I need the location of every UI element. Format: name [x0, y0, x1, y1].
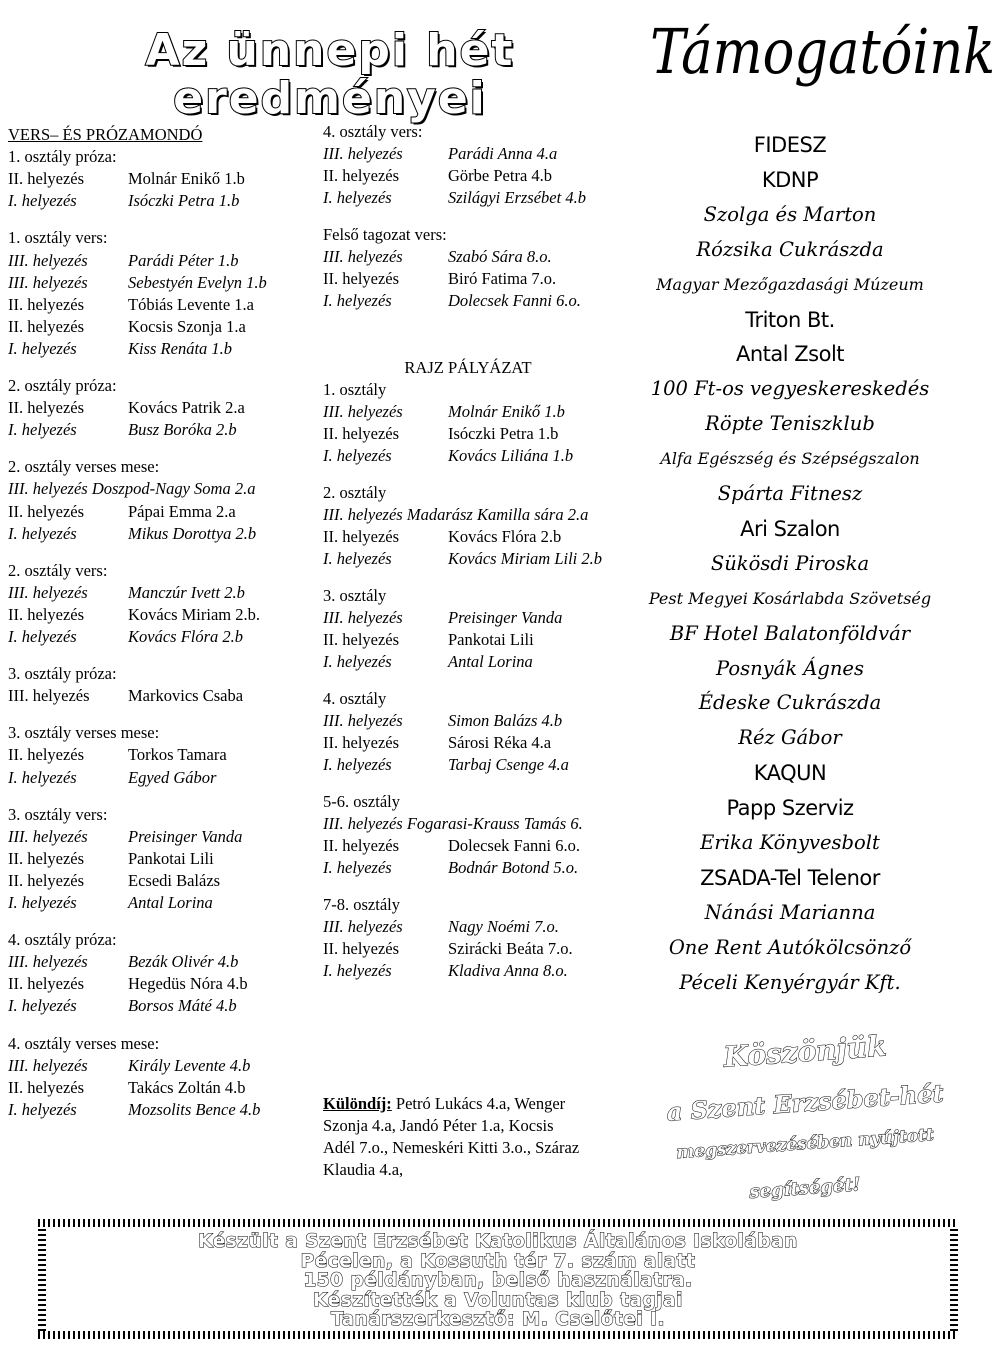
result-line [323, 122, 422, 142]
sponsor-name: Pest Megyei Kosárlabda Szövetség [648, 588, 932, 608]
result-line [323, 483, 386, 503]
placement-rank: II. helyezés [8, 870, 85, 890]
result-line [8, 848, 214, 869]
result-line [323, 836, 580, 856]
result-line [8, 627, 244, 647]
winner-name: Molnár Enikő 1.b [128, 169, 245, 189]
result-line [8, 664, 117, 684]
section-heading: VERS– ÉS PRÓZAMONDÓ [8, 125, 203, 144]
result-line [8, 420, 237, 440]
result-line [323, 549, 603, 569]
sponsor-name: Antal Zsolt [735, 342, 845, 367]
result-line [8, 169, 245, 189]
placement-rank: II. helyezés [8, 316, 85, 336]
placement-rank: II. helyezés [323, 269, 400, 288]
placement-rank: III. helyezés [8, 250, 88, 270]
sponsor-name: Péceli Kenyérgyár Kft. [679, 970, 901, 994]
special-prize-line: Klaudia 4.a, [323, 1160, 404, 1179]
result-line [323, 188, 586, 208]
winner-name: Kovács Liliána 1.b [448, 446, 574, 465]
result-line [323, 144, 558, 164]
result-full: III. helyezés Fogarasi-Krauss Tamás 6. [323, 814, 583, 833]
thanks-line: a Szent Erzsébet-hét [665, 1078, 945, 1127]
placement-rank: I. helyezés [8, 893, 77, 912]
section-heading: 2. osztály verses mese: [8, 457, 160, 477]
result-line [8, 930, 117, 950]
winner-name: Pankotai Lili [448, 630, 534, 649]
winner-name: Biró Fatima 7.o. [448, 269, 557, 288]
winner-name: Busz Boróka 2.b [128, 420, 237, 440]
result-full: III. helyezés Madarász Kamilla sára 2.a [323, 505, 589, 524]
special-prize-line: Szonja 4.a, Jandó Péter 1.a, Kocsis [323, 1116, 554, 1135]
result-line [323, 755, 569, 775]
placement-rank: II. helyezés [8, 974, 85, 994]
result-line [8, 893, 213, 913]
result-line [8, 523, 257, 544]
result-line [8, 398, 245, 418]
result-line [8, 767, 217, 788]
placement-rank: I. helyezés [8, 523, 77, 543]
placement-rank: I. helyezés [8, 338, 77, 358]
winner-name: Parádi Anna 4.a [448, 144, 558, 163]
result-line [323, 402, 565, 422]
winner-name: Kovács Flóra 2.b [128, 627, 244, 646]
winner-name: Molnár Enikő 1.b [448, 402, 565, 421]
section-heading: Felső tagozat vers: [323, 225, 447, 244]
placement-rank: I. helyezés [323, 188, 392, 207]
page-title-line1: Az ünnepi hét [145, 25, 515, 76]
placement-rank: II. helyezés [8, 1077, 85, 1097]
placement-rank: III. helyezés [8, 686, 90, 706]
winner-name: Ecsedi Balázs [128, 870, 221, 890]
result-line [323, 247, 552, 267]
sponsor-name: Szolga és Marton [703, 202, 877, 226]
result-line [8, 147, 117, 167]
imprint-line: Készítették a Voluntas klub tagjai [313, 1289, 683, 1311]
winner-name: Tarbaj Csenge 4.a [448, 755, 569, 774]
result-line [8, 191, 240, 211]
section-title: RAJZ PÁLYÁZAT [404, 358, 532, 377]
sponsor-name: Posnyák Ágnes [716, 656, 864, 680]
sponsor-name: Rózsika Cukrászda [696, 237, 884, 261]
result-line [323, 792, 400, 812]
result-line [8, 745, 227, 765]
result-line [323, 505, 588, 525]
thanks-line: segítségét! [748, 1174, 862, 1203]
winner-name: Pápai Emma 2.a [128, 501, 236, 521]
special-prize-line [323, 1094, 565, 1114]
winner-name: Kocsis Szonja 1.a [128, 316, 246, 336]
placement-rank: III. helyezés [8, 826, 88, 846]
winner-name: Kovács Patrik 2.a [128, 398, 245, 418]
placement-rank: I. helyezés [8, 420, 77, 440]
placement-rank: II. helyezés [323, 836, 400, 855]
sponsors-title: Támogatóink [650, 15, 995, 88]
sponsor-name: Papp Szerviz [726, 796, 854, 821]
section-heading: 1. osztály próza: [8, 147, 117, 167]
result-line [8, 1034, 159, 1054]
placement-rank: I. helyezés [8, 1099, 77, 1119]
placement-rank: III. helyezés [323, 402, 403, 421]
section-heading: 7-8. osztály [323, 895, 400, 914]
sponsor-name: ZSADA-Tel Telenor [700, 865, 880, 890]
result-line [8, 870, 221, 891]
result-line [323, 608, 563, 628]
result-line [8, 826, 243, 847]
sponsor-name: Réz Gábor [738, 726, 842, 750]
placement-rank: II. helyezés [323, 939, 400, 958]
placement-rank: II. helyezés [323, 733, 400, 752]
placement-rank: I. helyezés [323, 291, 392, 310]
winner-name: Király Levente 4.b [128, 1055, 251, 1075]
result-line [323, 939, 573, 959]
placement-rank: III. helyezés [8, 582, 88, 602]
winner-name: Mikus Dorottya 2.b [128, 523, 257, 543]
winner-name: Kovács Miriam 2.b. [128, 604, 260, 624]
result-line [323, 269, 557, 289]
sponsor-name: KAQUN [753, 761, 827, 786]
winner-name: Antal Lorina [128, 893, 213, 912]
result-line [323, 166, 553, 186]
result-line [8, 272, 267, 293]
winner-name: Kiss Renáta 1.b [128, 338, 233, 358]
result-line [323, 446, 574, 466]
placement-rank: I. helyezés [8, 996, 77, 1016]
result-line [8, 338, 233, 359]
result-line [8, 561, 107, 581]
banner-border-right [950, 1227, 958, 1331]
section-heading: 1. osztály [323, 380, 387, 399]
result-line [8, 457, 159, 477]
sponsor-name: BF Hotel Balatonföldvár [669, 621, 911, 645]
result-line [8, 501, 236, 522]
placement-rank: I. helyezés [8, 191, 77, 211]
result-line [8, 582, 245, 603]
result-line [323, 711, 563, 731]
result-line [8, 294, 254, 315]
sponsor-name: Sükösdi Piroska [710, 551, 870, 575]
winner-name: Sebestyén Evelyn 1.b [128, 272, 267, 292]
imprint-banner [38, 1219, 958, 1339]
result-line [323, 917, 559, 937]
result-line [323, 225, 447, 245]
placement-rank: I. helyezés [323, 755, 392, 774]
imprint-line: Pécelen, a Kossuth tér 7. szám alatt [300, 1250, 696, 1272]
result-line [323, 424, 559, 444]
sponsor-name: Magyar Mezőgazdasági Múzeum [656, 274, 924, 294]
result-line [8, 228, 107, 248]
result-line [8, 376, 117, 396]
winner-name: Görbe Petra 4.b [448, 166, 553, 185]
sponsor-name: Röpte Teniszklub [705, 412, 875, 436]
placement-rank: I. helyezés [323, 446, 392, 465]
sponsor-name: Ari Szalon [740, 516, 840, 541]
result-line [8, 250, 239, 271]
imprint-line: 150 példányban, belső használatra. [303, 1270, 693, 1292]
winner-name: Bodnár Botond 5.o. [448, 858, 579, 877]
result-full: III. helyezés Doszpod-Nagy Soma 2.a [8, 479, 256, 499]
banner-border-left [38, 1227, 46, 1331]
result-line [323, 586, 386, 606]
section-heading: 4. osztály [323, 689, 387, 708]
winner-name: Kovács Flóra 2.b [448, 527, 562, 546]
sponsor-name: FIDESZ [753, 133, 827, 157]
result-line [8, 723, 159, 743]
result-line [8, 316, 246, 337]
section-heading: 3. osztály [323, 586, 387, 605]
winner-name: Mozsolits Bence 4.b [128, 1099, 261, 1119]
winner-name: Szirácki Beáta 7.o. [448, 939, 573, 958]
result-line [323, 630, 534, 650]
result-line [8, 805, 107, 825]
banner-border-bottom [38, 1331, 958, 1339]
winner-name: Preisinger Vanda [448, 608, 563, 627]
placement-rank: III. helyezés [323, 144, 403, 163]
sponsor-name: Alfa Egészség és Szépségszalon [660, 449, 920, 469]
placement-rank: I. helyezés [8, 627, 77, 646]
placement-rank: II. helyezés [8, 745, 85, 765]
result-line [323, 291, 581, 311]
sponsor-name: Édeske Cukrászda [698, 691, 882, 715]
result-line [323, 961, 568, 981]
placement-rank: I. helyezés [323, 961, 392, 980]
section-heading: 3. osztály próza: [8, 664, 117, 684]
placement-rank: II. helyezés [8, 848, 85, 868]
section-heading: 4. osztály vers: [323, 122, 423, 141]
special-prize-label: Különdíj: [323, 1094, 392, 1113]
winner-name: Dolecsek Fanni 6.o. [448, 291, 581, 310]
section-heading: 3. osztály verses mese: [8, 723, 160, 743]
winner-name: Simon Balázs 4.b [448, 711, 563, 730]
placement-rank: I. helyezés [323, 652, 392, 671]
result-line [323, 380, 386, 400]
placement-rank: II. helyezés [8, 398, 85, 418]
section-heading: 1. osztály vers: [8, 228, 108, 248]
result-line [323, 733, 552, 753]
winner-name: Kovács Miriam Lili 2.b [448, 549, 603, 568]
winner-name: Takács Zoltán 4.b [128, 1077, 246, 1097]
placement-rank: II. helyezés [8, 501, 85, 521]
winner-name: Szilágyi Erzsébet 4.b [448, 188, 586, 207]
placement-rank: III. helyezés [8, 952, 88, 972]
winner-name: Parádi Péter 1.b [128, 250, 239, 270]
sponsor-name: KDNP [761, 167, 819, 192]
placement-rank: III. helyezés [323, 711, 403, 730]
section-heading: 5-6. osztály [323, 792, 400, 811]
winner-name: Tóbiás Levente 1.a [128, 294, 254, 314]
result-line [323, 527, 562, 547]
result-line [323, 814, 583, 834]
winner-name: Isóczki Petra 1.b [128, 191, 240, 211]
placement-rank: II. helyezés [323, 166, 400, 185]
placement-rank: II. helyezés [323, 424, 400, 443]
result-line [8, 1099, 261, 1120]
sponsor-name: 100 Ft-os vegyeskereskedés [650, 377, 930, 401]
page-title-line2: eredményei [173, 73, 487, 124]
winner-name: Szabó Sára 8.o. [448, 247, 552, 266]
section-heading: 4. osztály verses mese: [8, 1033, 160, 1053]
section-heading: 2. osztály [323, 483, 387, 502]
sponsor-name: Nánási Marianna [704, 900, 876, 924]
placement-rank: III. helyezés [323, 608, 403, 627]
winner-name: Sárosi Réka 4.a [448, 733, 552, 752]
winner-name: Isóczki Petra 1.b [448, 424, 559, 443]
placement-rank: II. helyezés [8, 169, 85, 189]
placement-rank: I. helyezés [8, 767, 77, 787]
winner-name: Dolecsek Fanni 6.o. [448, 836, 580, 855]
thanks-line: Köszönjük [722, 1029, 888, 1074]
section-heading: 4. osztály próza: [8, 930, 117, 950]
winner-name: Nagy Noémi 7.o. [448, 917, 559, 936]
result-line [8, 1077, 246, 1098]
winner-name: Pankotai Lili [128, 848, 214, 868]
sponsor-name: One Rent Autókölcsönző [668, 935, 912, 959]
result-line [8, 604, 260, 625]
winner-name: Manczúr Ivett 2.b [128, 582, 245, 602]
placement-rank: III. helyezés [323, 917, 403, 936]
result-line [8, 125, 202, 145]
placement-rank: II. helyezés [8, 604, 85, 624]
result-line [8, 1055, 251, 1076]
result-line [323, 689, 386, 709]
sponsor-name: Erika Könyvesbolt [700, 831, 880, 854]
result-line [323, 895, 400, 915]
result-line [8, 952, 239, 972]
result-line [8, 974, 248, 994]
result-line [323, 858, 579, 878]
result-line [323, 652, 533, 672]
result-line [323, 358, 613, 378]
winner-name: Hegedüs Nóra 4.b [128, 974, 248, 994]
banner-border-top [38, 1219, 958, 1227]
placement-rank: II. helyezés [8, 294, 85, 314]
sponsor-name: Spárta Fitnesz [717, 482, 863, 505]
thanks-line: megszervezésében nyújtott [675, 1125, 935, 1163]
placement-rank: II. helyezés [323, 527, 400, 546]
section-heading: 3. osztály vers: [8, 804, 108, 824]
placement-rank: II. helyezés [323, 630, 400, 649]
winner-name: Markovics Csaba [128, 686, 244, 706]
winner-name: Antal Lorina [448, 652, 533, 671]
placement-rank: III. helyezés [8, 1055, 88, 1075]
result-line [8, 479, 255, 499]
placement-rank: I. helyezés [323, 858, 392, 877]
winner-name: Borsos Máté 4.b [128, 996, 237, 1016]
placement-rank: III. helyezés [323, 247, 403, 266]
winner-name: Torkos Tamara [128, 745, 227, 765]
placement-rank: I. helyezés [323, 549, 392, 568]
imprint-line: Tanárszerkesztő: M. Cselőtei I. [330, 1309, 666, 1331]
section-heading: 2. osztály próza: [8, 376, 117, 395]
special-prize-text: Petró Lukács 4.a, Wenger [391, 1094, 566, 1113]
sponsor-name: Triton Bt. [745, 307, 835, 332]
imprint-line: Készült a Szent Erzsébet Katolikus Általános Iskolában [198, 1231, 798, 1252]
winner-name: Bezák Olivér 4.b [128, 952, 239, 972]
special-prize-line: Adél 7.o., Nemeskéri Kitti 3.o., Száraz [323, 1138, 580, 1157]
winner-name: Egyed Gábor [128, 767, 217, 787]
section-heading: 2. osztály vers: [8, 560, 108, 580]
result-line [8, 996, 237, 1016]
placement-rank: III. helyezés [8, 272, 88, 292]
result-line [8, 686, 244, 706]
winner-name: Preisinger Vanda [128, 826, 243, 846]
winner-name: Kladiva Anna 8.o. [448, 961, 568, 980]
